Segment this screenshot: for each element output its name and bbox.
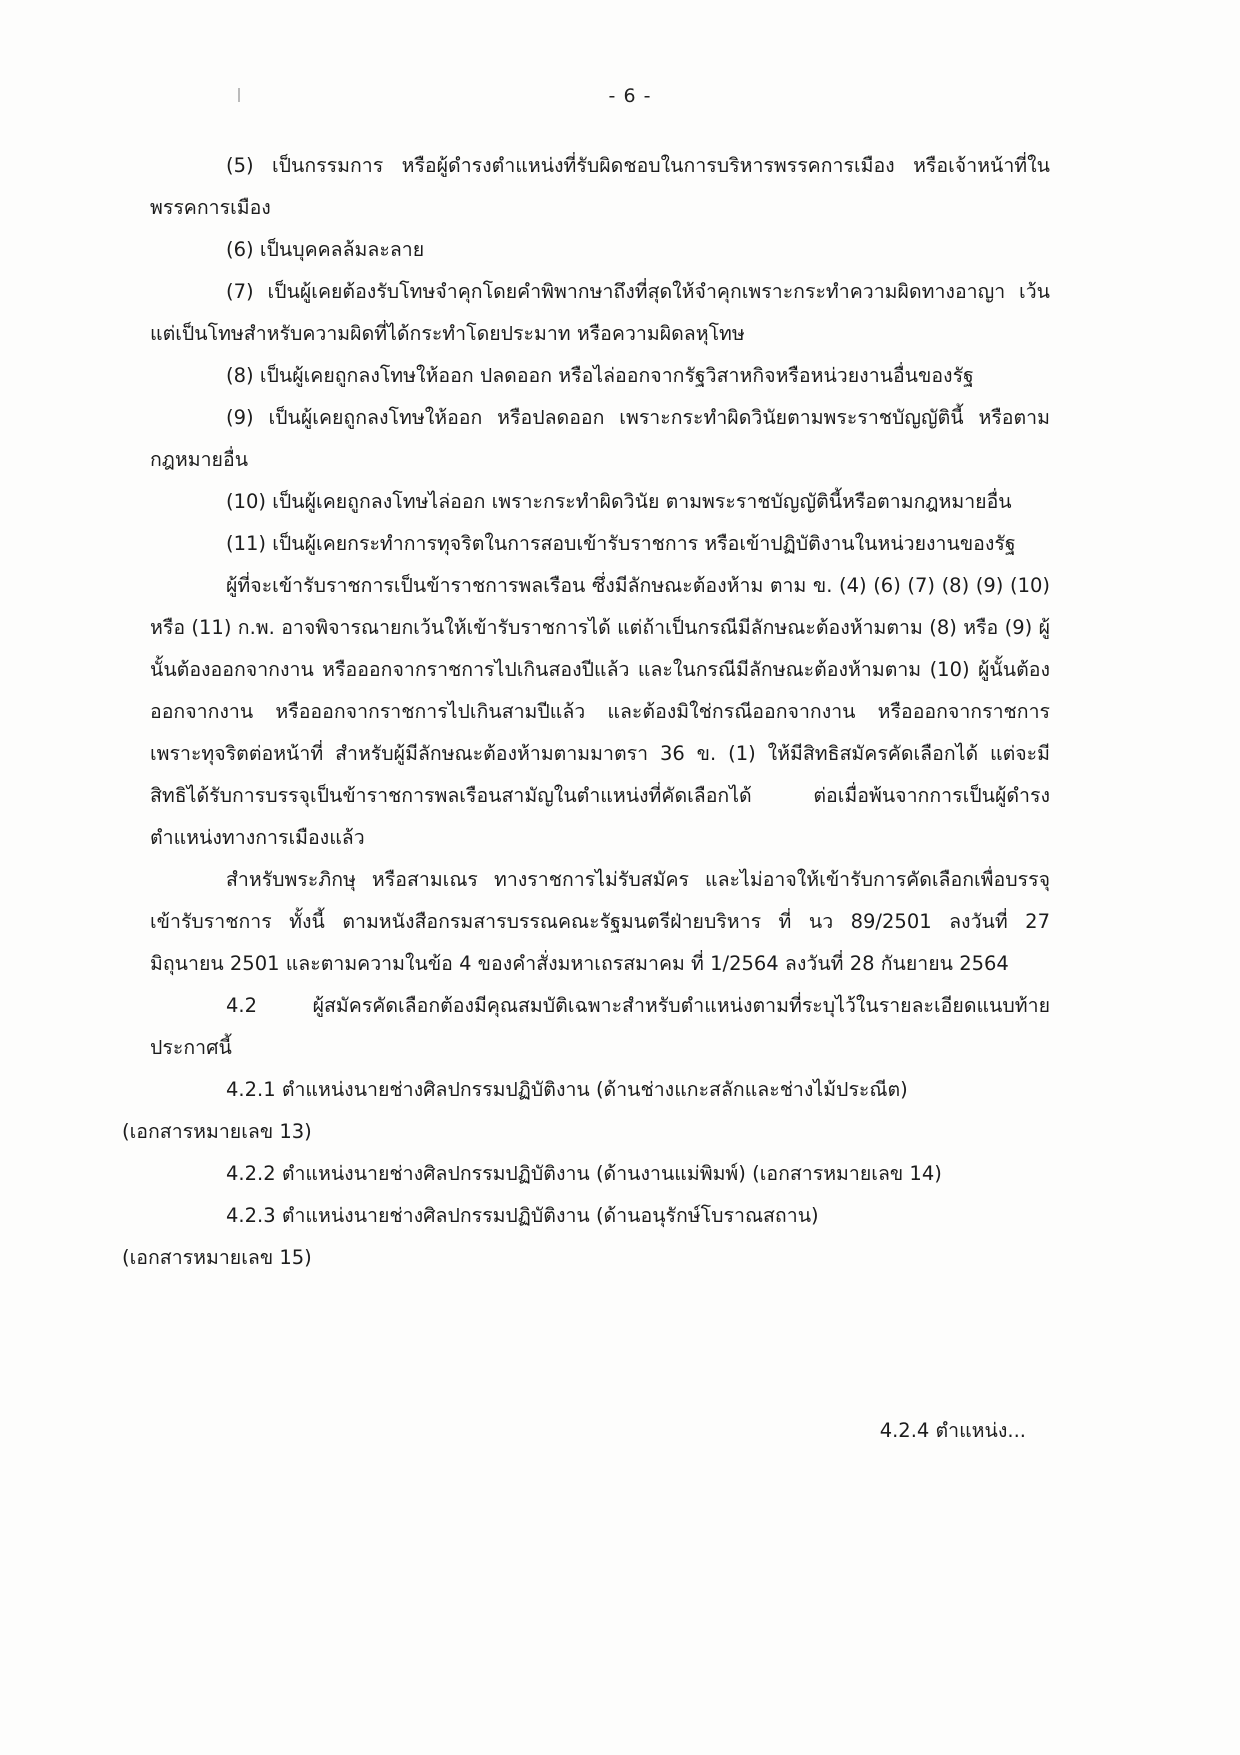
clause-item-9: (9) เป็นผู้เคยถูกลงโทษให้ออก หรือปลดออก เพราะกระทำผิดวินัยตามพระราชบัญญัตินี้ หรือตามกฎหมายอื่น: [150, 406, 1050, 471]
clause-item-4-2-3-document-number: (เอกสารหมายเลข 15): [122, 1246, 312, 1269]
clause-item-6: (6) เป็นบุคคลล้มละลาย: [226, 238, 425, 261]
clause-item-7: (7) เป็นผู้เคยต้องรับโทษจำคุกโดยคำพิพากษาถึงที่สุดให้จำคุกเพราะกระทำความผิดทางอาญา เว้นแต่เป็นโทษสำหรับความผิดที่ได้กระทำโดยประมาท หรือความผิดลหุโทษ: [150, 280, 1050, 345]
paragraph-prohibited-characteristics: ผู้ที่จะเข้ารับราชการเป็นข้าราชการพลเรือน ซึ่งมีลักษณะต้องห้าม ตาม ข. (4) (6) (7) (8) (9) (10) หรือ (11) ก.พ. อาจพิจารณายกเว้นให้เข้ารับราชการได้ แต่ถ้าเป็นกรณีมีลักษณะต้องห้ามตาม (8) หรือ (9) ผู้นั้นต้องออกจากงาน หรือออกจากราชการไปเกินสองปีแล้ว และในกรณีมีลักษณะต้องห้ามตาม (10) ผู้นั้นต้องออกจากงาน หรือออกจากราชการไปเกินสามปีแล้ว และต้องมิใช่กรณีออกจากงาน หรือออกจากราชการเพราะทุจริตต่อหน้าที่ สำหรับผู้มีลักษณะต้องห้ามตามมาตรา 36 ข. (1) ให้มีสิทธิสมัครคัดเลือกได้ แต่จะมีสิทธิได้รับการบรรจุเป็นข้าราชการพลเรือนสามัญในตำแหน่งที่คัดเลือกได้ ต่อเมื่อพ้นจากการเป็นผู้ดำรงตำแหน่งทางการเมืองแล้ว: [150, 574, 1050, 849]
clause-item-4-2-3: 4.2.3 ตำแหน่งนายช่างศิลปกรรมปฏิบัติงาน (ด้านอนุรักษ์โบราณสถาน): [226, 1204, 819, 1227]
clause-item-4-2-2: 4.2.2 ตำแหน่งนายช่างศิลปกรรมปฏิบัติงาน (ด้านงานแม่พิมพ์) (เอกสารหมายเลข 14): [226, 1162, 942, 1185]
clause-item-4-2: 4.2 ผู้สมัครคัดเลือกต้องมีคุณสมบัติเฉพาะสำหรับตำแหน่งตามที่ระบุไว้ในรายละเอียดแนบท้ายประกาศนี้: [150, 994, 1050, 1059]
clause-item-10: (10) เป็นผู้เคยถูกลงโทษไล่ออก เพราะกระทำผิดวินัย ตามพระราชบัญญัตินี้หรือตามกฎหมายอื่น: [226, 490, 1012, 513]
clause-item-8: (8) เป็นผู้เคยถูกลงโทษให้ออก ปลดออก หรือไล่ออกจากรัฐวิสาหกิจหรือหน่วยงานอื่นของรัฐ: [226, 364, 974, 387]
clause-item-4-2-1-document-number: (เอกสารหมายเลข 13): [122, 1120, 312, 1143]
paragraph-monks: สำหรับพระภิกษุ หรือสามเณร ทางราชการไม่รับสมัคร และไม่อาจให้เข้ารับการคัดเลือกเพื่อบรรจุเข้ารับราชการ ทั้งนี้ ตามหนังสือกรมสารบรรณคณะรัฐมนตรีฝ่ายบริหาร ที่ นว 89/2501 ลงวันที่ 27 มิถุนายน 2501 และตามความในข้อ 4 ของคำสั่งมหาเถรสมาคม ที่ 1/2564 ลงวันที่ 28 กันยายน 2564: [150, 868, 1050, 975]
continuation-note: 4.2.4 ตำแหน่ง...: [879, 1419, 1026, 1442]
document-body: [122, 145, 1050, 1279]
page-number: - 6 -: [608, 85, 652, 107]
clause-item-4-2-1: 4.2.1 ตำแหน่งนายช่างศิลปกรรมปฏิบัติงาน (ด้านช่างแกะสลักและช่างไม้ประณีต): [226, 1078, 908, 1101]
clause-item-5: (5) เป็นกรรมการ หรือผู้ดำรงตำแหน่งที่รับผิดชอบในการบริหารพรรคการเมือง หรือเจ้าหน้าที่ในพรรคการเมือง: [150, 154, 1050, 219]
clause-item-11: (11) เป็นผู้เคยกระทำการทุจริตในการสอบเข้ารับราชการ หรือเข้าปฏิบัติงานในหน่วยงานของรัฐ: [226, 532, 1016, 555]
page-content: [122, 85, 1050, 1442]
